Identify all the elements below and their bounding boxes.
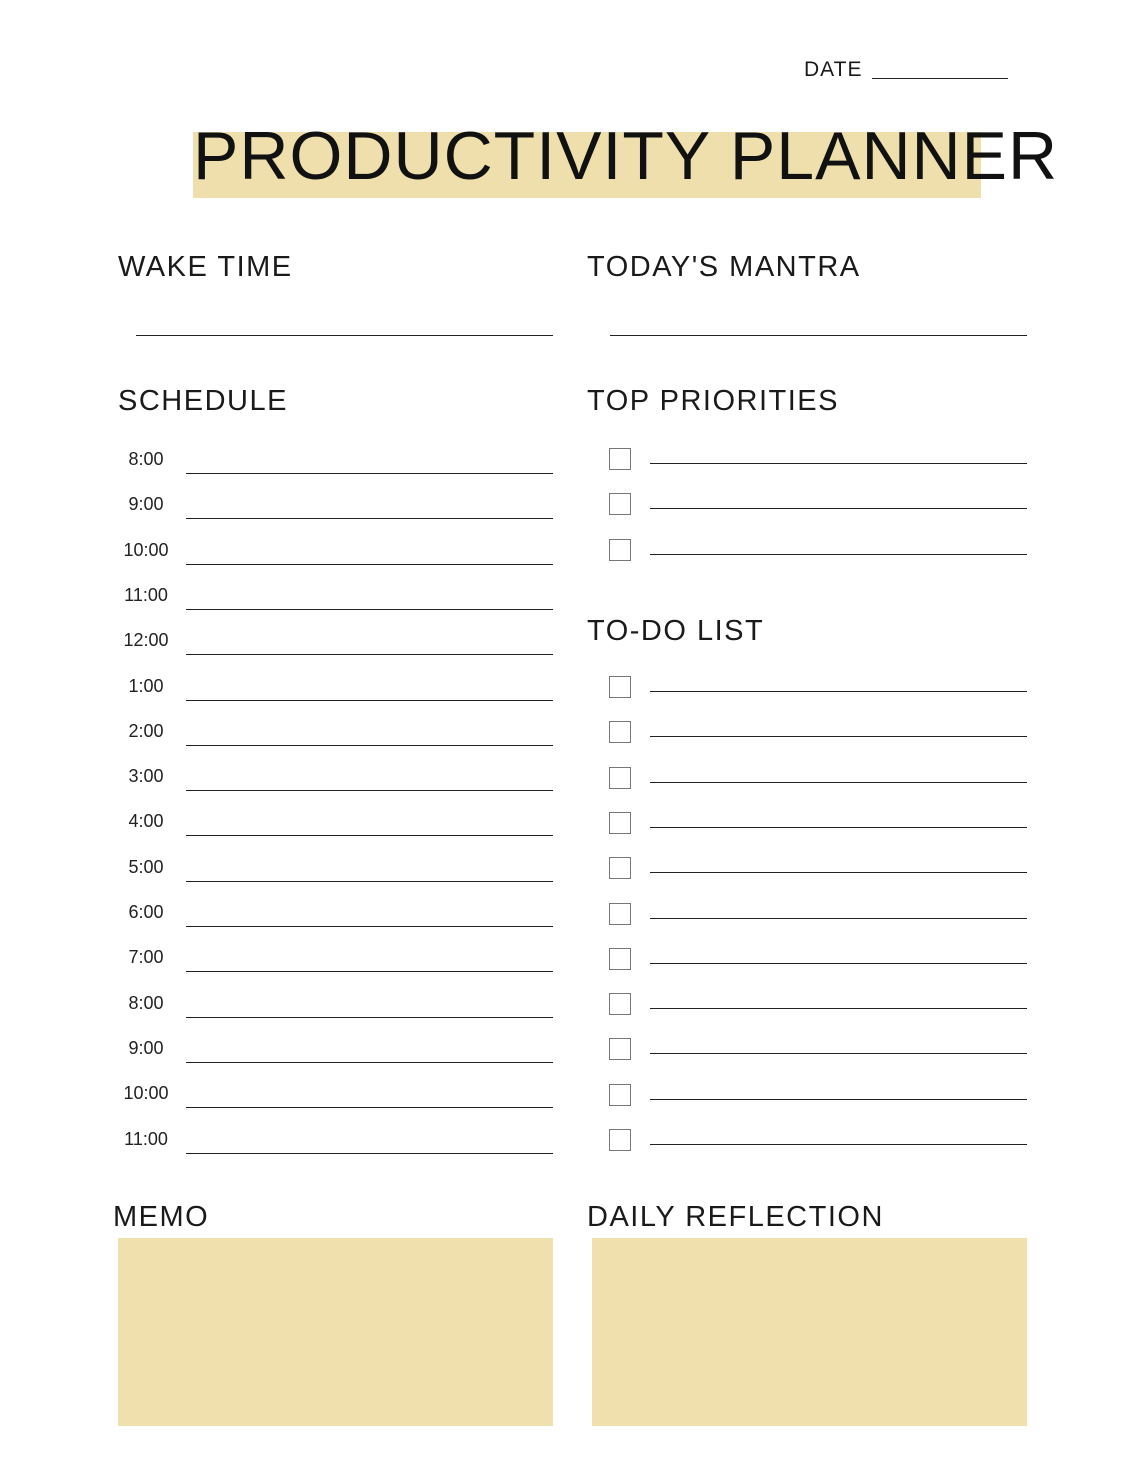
todo-checkbox[interactable] [609, 767, 631, 789]
schedule-entry-line[interactable] [186, 1153, 553, 1154]
todo-entry-line[interactable] [650, 1144, 1027, 1145]
priority-entry-line[interactable] [650, 554, 1027, 555]
date-label: DATE [804, 58, 863, 81]
schedule-time-label: 1:00 [128, 675, 164, 696]
schedule-entry-line[interactable] [186, 971, 553, 972]
memo-box[interactable] [118, 1238, 553, 1426]
wake-time-field[interactable] [136, 335, 553, 336]
schedule-time-label: 10:00 [123, 539, 169, 560]
todo-entry-line[interactable] [650, 872, 1027, 873]
todo-checkbox[interactable] [609, 1084, 631, 1106]
schedule-entry-line[interactable] [186, 518, 553, 519]
todo-checkbox[interactable] [609, 903, 631, 925]
schedule-time-label: 9:00 [128, 1037, 164, 1058]
todo-entry-line[interactable] [650, 1008, 1027, 1009]
schedule-time-label: 3:00 [128, 766, 164, 787]
schedule-entry-line[interactable] [186, 745, 553, 746]
schedule-entry-line[interactable] [186, 926, 553, 927]
todo-entry-line[interactable] [650, 1053, 1027, 1054]
schedule-time-label: 11:00 [124, 584, 168, 605]
schedule-entry-line[interactable] [186, 473, 553, 474]
todo-checkbox[interactable] [609, 812, 631, 834]
schedule-time-label: 12:00 [123, 630, 169, 651]
todo-entry-line[interactable] [650, 782, 1027, 783]
priority-checkbox[interactable] [609, 493, 631, 515]
schedule-time-label: 7:00 [128, 947, 164, 968]
todo-entry-line[interactable] [650, 918, 1027, 919]
todo-checkbox[interactable] [609, 721, 631, 743]
todo-entry-line[interactable] [650, 963, 1027, 964]
todo-checkbox[interactable] [609, 993, 631, 1015]
todo-checkbox[interactable] [609, 1129, 631, 1151]
schedule-time-label: 8:00 [128, 992, 164, 1013]
todo-checkbox[interactable] [609, 676, 631, 698]
schedule-time-label: 8:00 [128, 449, 164, 469]
priority-entry-line[interactable] [650, 508, 1027, 509]
reflection-heading: DAILY REFLECTION [587, 1201, 884, 1233]
priority-checkbox[interactable] [609, 539, 631, 561]
todo-checkbox[interactable] [609, 857, 631, 879]
schedule-entry-line[interactable] [186, 790, 553, 791]
mantra-heading: TODAY'S MANTRA [587, 251, 861, 283]
priorities-heading: TOP PRIORITIES [587, 385, 839, 417]
schedule-entry-line[interactable] [186, 835, 553, 836]
mantra-field[interactable] [610, 335, 1027, 336]
priority-checkbox[interactable] [609, 448, 631, 470]
date-field[interactable] [872, 78, 1008, 79]
page-title: PRODUCTIVITY PLANNER [193, 118, 1059, 194]
memo-heading: MEMO [113, 1201, 210, 1233]
wake-time-heading: WAKE TIME [118, 251, 293, 283]
schedule-entry-line[interactable] [186, 1107, 553, 1108]
schedule-time-label: 10:00 [123, 1083, 169, 1104]
todo-entry-line[interactable] [650, 736, 1027, 737]
todo-checkbox[interactable] [609, 948, 631, 970]
schedule-entry-line[interactable] [186, 654, 553, 655]
schedule-time-label: 5:00 [128, 856, 164, 877]
todo-heading: TO-DO LIST [587, 615, 765, 647]
schedule-entry-line[interactable] [186, 881, 553, 882]
schedule-entry-line[interactable] [186, 1017, 553, 1018]
todo-entry-line[interactable] [650, 827, 1027, 828]
todo-checkbox[interactable] [609, 1038, 631, 1060]
todo-entry-line[interactable] [650, 1099, 1027, 1100]
schedule-time-label: 6:00 [128, 902, 164, 922]
reflection-box[interactable] [592, 1238, 1027, 1426]
schedule-entry-line[interactable] [186, 1062, 553, 1063]
schedule-heading: SCHEDULE [118, 385, 288, 417]
schedule-time-label: 11:00 [124, 1128, 168, 1149]
schedule-time-label: 9:00 [128, 494, 164, 515]
schedule-time-label: 4:00 [128, 811, 164, 832]
todo-entry-line[interactable] [650, 691, 1027, 692]
priority-entry-line[interactable] [650, 463, 1027, 464]
schedule-time-label: 2:00 [128, 720, 164, 741]
schedule-entry-line[interactable] [186, 609, 553, 610]
schedule-entry-line[interactable] [186, 564, 553, 565]
schedule-entry-line[interactable] [186, 700, 553, 701]
